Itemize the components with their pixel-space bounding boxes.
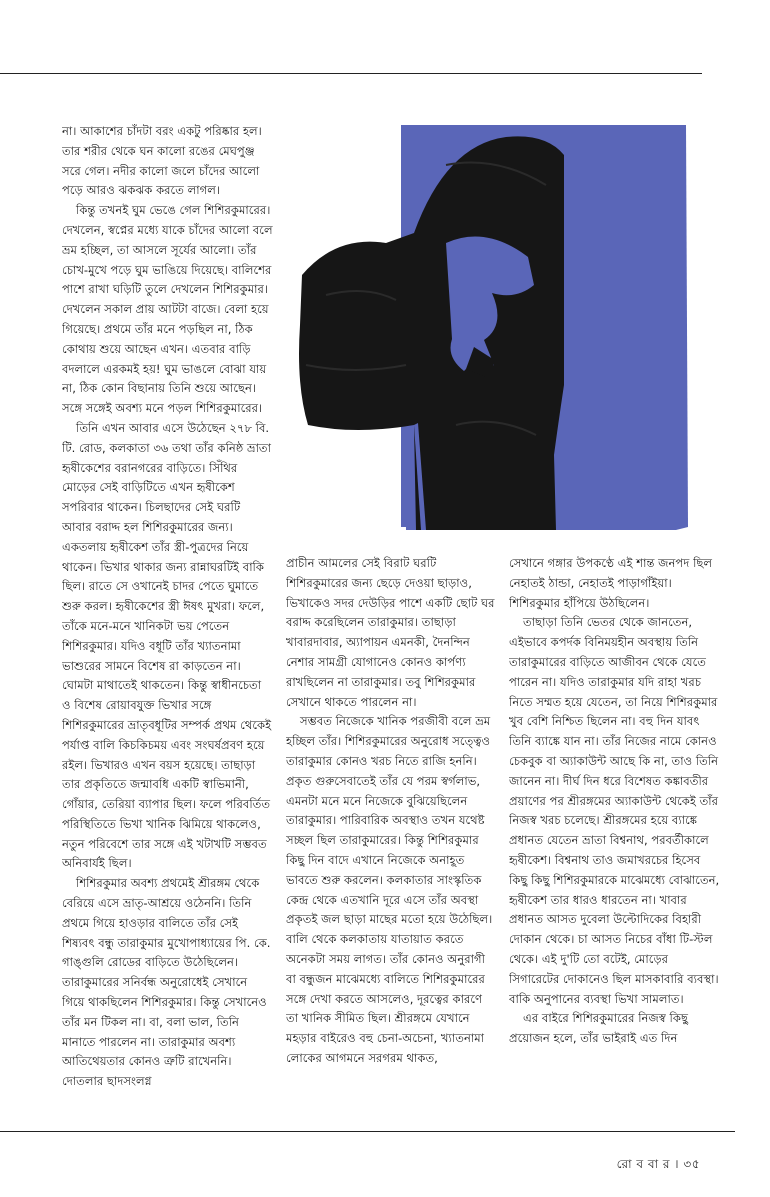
text-column-3: [509, 554, 720, 1128]
paragraph: এর বাইরে শিশিরকুমারের নিজস্ব কিছু প্রয়োজন হলে, তাঁর ভাইরাই এত দিন: [509, 1011, 688, 1046]
paragraph: সম্ভবত নিজেকে খানিক পরজীবী বলে ভ্রম হচ্ছিল তাঁর। শিশিরকুমারের অনুরোধ সত্ত্বেও তারাকুমার কোনও খরচ নিতে রাজি হননি। প্রকৃত গুরুসেবাতেই তাঁর যে পরম স্বর্গলাভ, এমনটা মনে মনে নিজেকে বুঝিয়েছিলেন তারাকুমার। পারিবারিক অবস্থাও তখন যথেষ্ট সচ্ছল ছিল তারাকুমারের। কিন্তু শিশিরকুমার কিছু দিন বাদে এখানে নিজেকে অনাহূত ভাবতে শুরু করলেন। কলকাতার সাংস্কৃতিক কেন্দ্র থেকে এতখানি দূরে এসে তাঁর অবস্থা প্রকৃতই জল ছাড়া মাছের মতো হয়ে উঠেছিল। বালি থেকে কলকাতায় যাতায়াত করতে অনেকটা সময় লাগত। তাঁর কোনও অনুরাগী বা বন্ধুজন মাঝেমধ্যে বালিতে শিশিরকুমারের সঙ্গে দেখা করতে আসলেও, দূরত্বের কারণে তা খানিক সীমিত ছিল। শ্রীরঙ্গমে যেখানে মহড়ার বাইরেও বহু চেনা-অচেনা, খ্যাতনামা লোকের আগমনে সরগরম থাকত,: [286, 714, 493, 1065]
paragraph: কিন্তু তখনই ঘুম ভেঙে গেল শিশিরকুমারের। দেখলেন, স্বপ্নের মধ্যে যাকে চাঁদের আলো বলে ভ্রম হচ্ছিল, তা আসলে সূর্যের আলো। তাঁর চোখ-মুখে পড়ে ঘুম ভাঙিয়ে দিয়েছে। বালিশের পাশে রাখা ঘড়িটি তুলে দেখলেন শিশিরকুমার। দেখলেন সকাল প্রায় আটটা বাজে। বেলা হয়ে গিয়েছে। প্রথমে তাঁর মনে পড়ছিল না, ঠিক কোথায় শুয়ে আছেন এখন। এতবার বাড়ি বদলালে এরকমই হয়! ঘুম ভাঙলে বোঝা যায় না, ঠিক কোন বিছানায় তিনি শুয়ে আছেন। সঙ্গে সঙ্গেই অবশ্য মনে পড়ল শিশিরকুমারের।: [62, 203, 273, 416]
text-column-2: [286, 554, 497, 1128]
page-footer: রো ব বা র । ৩৫: [616, 1157, 700, 1171]
top-rule: [0, 73, 702, 74]
bottom-rule: [0, 1131, 735, 1132]
paragraph: শিশিরকুমার অবশ্য প্রথমেই শ্রীরঙ্গম থেকে বেরিয়ে এসে ভ্রাতৃ-আশ্রয়ে ওঠেননি। তিনি প্রথমে গিয়ে হাওড়ার বালিতে তাঁর সেই শিষ্যবৎ বন্ধু তারাকুমার মুখোপাধ্যায়ের পি. কে. গাঙ্গুলি রোডের বাড়িতে উঠেছিলেন। তারাকুমারের সনির্বন্ধ অনুরোধেই সেখানে গিয়ে থাকছিলেন শিশিরকুমার। কিন্তু সেখানেও তাঁর মন টিকল না। বা, বলা ভাল, তিনি মানাতে পারলেন না। তারাকুমার অবশ্য আতিথেয়তার কোনও ত্রুটি রাখেননি। দোতলার ছাদসংলগ্ন: [62, 876, 271, 1089]
paragraph: তিনি এখন আবার এসে উঠেছেন ২৭৮ বি. টি. রোড, কলকাতা ৩৬ তথা তাঁর কনিষ্ঠ ভ্রাতা হৃষীকেশের বরানগরের বাড়িতে। সিঁথির মোড়ের সেই বাড়িটিতে এখন হৃষীকেশ সপরিবার থাকেন। চিলছাদের সেই ঘরটি আবার বরাদ্দ হল শিশিরকুমারের জন্য। একতলায় হৃষীকেশ তাঁর স্ত্রী-পুত্রদের নিয়ে থাকেন। ভিখার থাকার জন্য রান্নাঘরটিই বাকি ছিল। রাতে সে ওখানেই চাদর পেতে ঘুমাতে শুরু করল। হৃষীকেশের স্ত্রী ঈষৎ মুখরা। ফলে, তাঁকে মনে-মনে খানিকটা ভয় পেতেন শিশিরকুমার। যদিও বধূটি তাঁর খ্যাতনামা ভাশুরের সামনে বিশেষ রা কাড়তেন না। ঘোমটা মাথাতেই থাকতেন। কিন্তু স্বাধীনচেতা ও বিশেষ রোয়াবযুক্ত ভিখার সঙ্গে শিশিরকুমারের ভ্রাতৃবধূটির সম্পর্ক প্রথম থেকেই পর্যাপ্ত বালি কিচকিচময় এবং সংঘর্ষপ্রবণ হয়ে রইল। ভিখারও এখন বয়স হয়েছে। তাছাড়া তার প্রকৃতিতে জন্মাবধি একটি স্বাভিমানী, গোঁয়ার, তেরিয়া ব্যাপার ছিল। ফলে পরিবর্তিত পরিস্থিতিতে ভিখা খানিক ঝিমিয়ে থাকলেও, নতুন পরিবেশে তার সঙ্গে এই খটাখটি সম্ভবত অনিবার্যই ছিল।: [62, 420, 272, 871]
woodcut-figure-icon: [296, 125, 696, 531]
text-column-1: [62, 122, 273, 1128]
paragraph: সেখানে গঙ্গার উপকণ্ঠে এই শান্ত জনপদ ছিল নেহাতই ঠান্ডা, নেহাতই পাড়াগাঁইয়া। শিশিরকুমার হাঁপিয়ে উঠছিলেন।: [509, 556, 713, 610]
paragraph: না। আকাশের চাঁদটা বরং একটু পরিষ্কার হল। তার শরীর থেকে ঘন কালো রঙের মেঘপুঞ্জ সরে গেল। নদীর কালো জলে চাঁদের আলো পড়ে আরও ঝকঝক করতে লাগল।: [62, 124, 262, 198]
paragraph: তাছাড়া তিনি ভেতর থেকে জানতেন, এইভাবে কপর্দক বিনিময়হীন অবস্থায় তিনি তারাকুমারের বাড়িতে আজীবন থেকে যেতে পারেন না। যদিও তারাকুমার যদি রাহা খরচ নিতে সম্মত হয়ে যেতেন, তা নিয়ে শিশিরকুমার খুব বেশি নিশ্চিত ছিলেন না। বহু দিন যাবৎ তিনি ব্যাঙ্কে যান না। তাঁর নিজের নামে কোনও চেকবুক বা অ্যাকাউন্ট আছে কি না, তাও তিনি জানেন না। দীর্ঘ দিন ধরে বিশেষত কঙ্কাবতীর প্রয়াণের পর শ্রীরঙ্গমের অ্যাকাউন্ট থেকেই তাঁর নিজস্ব খরচ চলেছে। শ্রীরঙ্গমের হয়ে ব্যাঙ্কে প্রধানত যেতেন ভ্রাতা বিশ্বনাথ, পরবর্তীকালে হৃষীকেশ। বিশ্বনাথ তাও জমাখরচের হিসেব কিছু কিছু শিশিরকুমারকে মাঝেমধ্যে বোঝাতেন, হৃষীকেশ তার ধারও ধারতেন না। খাবার প্রধানত আসত দুবেলা উল্টোদিকের বিহারী দোকান থেকে। চা আসত নিচের বাঁধা টি-স্টল থেকে। এই দু'টি তো বটেই, মোড়ের সিগারেটের দোকানেও ছিল মাসকাবারি ব্যবস্থা। বাকি অনুপানের ব্যবস্থা ভিখা সামলাত।: [509, 615, 720, 1006]
paragraph: প্রাচীন আমলের সেই বিরাট ঘরটি শিশিরকুমারের জন্য ছেড়ে দেওয়া ছাড়াও, ভিখাকেও সদর দেউড়ির পাশে একটি ছোট ঘর বরাদ্দ করেছিলেন তারাকুমার। তাছাড়া খাবারদাবার, অ্যাপায়ন এমনকী, দৈনন্দিন নেশার সামগ্রী যোগানেও কোনও কার্পণ্য রাখছিলেন না তারাকুমার। তবু শিশিরকুমার সেখানে থাকতে পারলেন না।: [286, 556, 495, 709]
artwork-illustration: [296, 125, 696, 531]
